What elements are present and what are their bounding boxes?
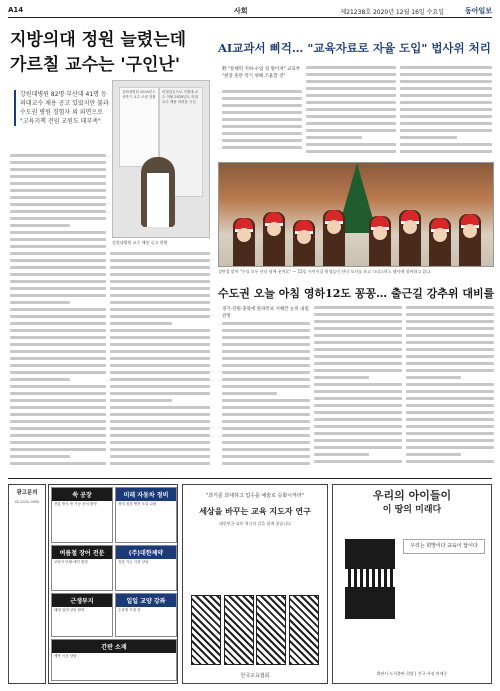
body-text-line [110, 315, 210, 318]
body-text-line [406, 432, 494, 435]
body-text-line [110, 301, 210, 304]
body-text-line [314, 355, 402, 358]
body-text-line [222, 146, 302, 149]
body-text-line [110, 322, 172, 325]
article-right-body-col3 [400, 66, 492, 158]
body-text-line [110, 350, 210, 353]
classified-ad-body: 정비 점검 엔진 오일 교환 [118, 502, 157, 506]
body-text-line [10, 357, 106, 360]
body-text-line [10, 287, 106, 290]
body-text-line [10, 231, 106, 234]
article-right-headline[interactable]: AI교과서 삐걱… "교육자료로 자율 도입" 법사위 처리 [218, 41, 491, 55]
body-text-line [314, 376, 369, 379]
body-text-line [314, 348, 402, 351]
body-text-line [10, 392, 106, 395]
body-text-line [10, 378, 70, 381]
body-text-line [222, 125, 302, 128]
body-text-line [222, 111, 302, 114]
body-text-line [314, 404, 402, 407]
body-text-line [400, 122, 492, 125]
body-text-line [110, 455, 210, 458]
body-text-line [10, 182, 106, 185]
body-text-line [222, 427, 310, 430]
body-text-line [10, 252, 106, 255]
classified-ad-body: 보양식 단체 예약 환영 [54, 560, 88, 564]
headline-line-2: 가르칠 교수는 '구인난' [10, 55, 181, 75]
body-text-line [400, 150, 492, 153]
body-text-line [406, 411, 494, 414]
body-text-line [222, 371, 310, 374]
body-text-line [406, 334, 494, 337]
child-figure [399, 210, 421, 266]
body-text-line [110, 385, 210, 388]
body-text-line [10, 350, 106, 353]
body-text-line [222, 378, 310, 381]
body-text-line [406, 404, 494, 407]
body-text-line [110, 413, 210, 416]
article-bottom-body-col2 [314, 306, 402, 472]
photo-notice-side: 의정갈등으로 지방대 교수 이탈 2025년도 의대교수 채용 어려움 극심 [159, 87, 203, 197]
body-text-line [406, 313, 494, 316]
body-text-line [400, 101, 492, 104]
body-text-line [110, 392, 210, 395]
body-text-line [10, 406, 106, 409]
body-text-line [222, 441, 310, 444]
classified-ad-body: 수강생 모집 중 [118, 608, 141, 612]
body-text-line [314, 446, 402, 449]
body-text-line [306, 129, 396, 132]
body-text-line [110, 336, 210, 339]
section-name: 사회 [234, 7, 248, 15]
article-right-body-col1 [222, 90, 302, 158]
body-text-line [406, 397, 494, 400]
article-right-subhead: 野 "문해력 저하·수업 질 떨어져" 교육부 "현장 혼란 막기 위해 조율할 것" [222, 67, 301, 79]
body-text-line [406, 418, 494, 421]
body-text-line [314, 313, 402, 316]
article-left-body-col1 [10, 154, 106, 474]
body-text-line [314, 418, 402, 421]
body-text-line [110, 378, 210, 381]
body-text-line [314, 369, 402, 372]
body-text-line [10, 301, 70, 304]
body-text-line [10, 434, 106, 437]
body-text-line [314, 334, 402, 337]
body-text-line [10, 385, 106, 388]
ad-book-subtitle: 이 땅의 미래다 [382, 505, 442, 515]
book-cover-image [345, 539, 395, 619]
body-text-line [10, 343, 106, 346]
body-text-line [306, 73, 396, 76]
body-text-line [110, 343, 210, 346]
article-bottom-headline[interactable]: 수도권 오늘 아침 영하12도 꽁꽁… 출근길 강추위 대비를 [218, 287, 495, 300]
body-text-line [306, 122, 396, 125]
body-text-line [10, 175, 106, 178]
body-text-line [406, 446, 494, 449]
body-text-line [314, 439, 402, 442]
body-text-line [406, 348, 494, 351]
body-text-line [306, 101, 396, 104]
article-left-headline[interactable] [10, 28, 210, 78]
body-text-line [110, 280, 210, 283]
body-text-line [110, 406, 210, 409]
body-text-line [406, 320, 494, 323]
body-text-line [222, 413, 310, 416]
child-figure [323, 210, 345, 266]
article-left-photo [112, 80, 210, 238]
body-text-line [400, 73, 492, 76]
body-text-line [222, 420, 310, 423]
body-text-line [110, 294, 210, 297]
body-text-line [10, 294, 106, 297]
book-cover-icon [256, 595, 286, 665]
body-text-line [314, 411, 402, 414]
body-text-line [10, 336, 106, 339]
body-text-line [222, 132, 302, 135]
body-text-line [406, 327, 494, 330]
body-text-line [222, 336, 310, 339]
classified-ad-title: 간판 소재 [52, 640, 176, 653]
body-text-line [306, 87, 396, 90]
body-text-line [10, 420, 106, 423]
body-text-line [10, 259, 106, 262]
body-text-line [306, 136, 362, 139]
article-left-subhead: 강원대병원 82명·부산대 41명 등 의대교수 채용 공고 있었지만 불과 수도권 병원 경험자 외 외면으로 "고육지책 전임 교원도 태부족" [14, 90, 110, 126]
body-text-line [10, 217, 106, 220]
body-text-line [406, 362, 494, 365]
ad-book[interactable] [332, 484, 492, 684]
ad-index-phone: 02-2020-0000 [14, 500, 40, 504]
body-text-line [400, 87, 492, 90]
body-text-line [406, 453, 461, 456]
body-text-line [400, 115, 492, 118]
body-text-line [222, 329, 310, 332]
body-text-line [10, 322, 106, 325]
body-text-line [10, 448, 106, 451]
body-text-line [222, 399, 310, 402]
body-text-line [306, 150, 396, 153]
ad-book-footer: 출판사 도서출판 희망 | 전국 서점 판매중 [376, 671, 448, 676]
body-text-line [314, 397, 402, 400]
body-text-line [10, 413, 106, 416]
classified-ad[interactable] [115, 487, 177, 543]
body-text-line [400, 143, 492, 146]
classified-ad-title: 쑥 공장 [52, 488, 112, 501]
body-text-line [314, 390, 402, 393]
body-text-line [314, 425, 402, 428]
body-text-line [406, 306, 494, 309]
body-text-line [110, 399, 172, 402]
article-left-body-col2 [110, 252, 210, 474]
child-figure [263, 212, 285, 266]
body-text-line [314, 383, 402, 386]
classified-ad-title: 근생부지 [52, 594, 112, 607]
article-right-photo [218, 162, 494, 267]
child-figure [459, 214, 481, 266]
body-text-line [10, 266, 106, 269]
body-text-line [10, 161, 106, 164]
body-text-line [306, 108, 396, 111]
body-text-line [110, 259, 210, 262]
body-text-line [400, 66, 492, 69]
body-text-line [222, 462, 310, 465]
body-text-line [10, 364, 106, 367]
body-text-line [10, 462, 106, 465]
classified-ad[interactable] [115, 545, 177, 591]
classified-ad-title: 일일 교양 강좌 [116, 594, 176, 607]
body-text-line [306, 115, 396, 118]
body-text-line [10, 168, 106, 171]
book-cover-icon [289, 595, 319, 665]
issue-date: 제21238호 2020년 12월 16일 수요일 [340, 9, 444, 16]
classified-ad-title: (주)대한제약 [116, 546, 176, 559]
body-text-line [314, 306, 402, 309]
body-text-line [400, 94, 492, 97]
body-text-line [222, 434, 310, 437]
body-text-line [406, 369, 494, 372]
body-text-line [222, 364, 310, 367]
article-right-caption: 성탄절 맞아 "우리 모두 산타 함께 웃어요" — 15일 어린이집 원생들이 산타 모자를 쓰고 크리스마스 행사에 참여하고 있다. [218, 269, 432, 274]
body-text-line [10, 399, 106, 402]
child-figure [369, 216, 391, 266]
body-text-line [222, 343, 310, 346]
ad-index-box[interactable] [8, 484, 46, 684]
body-text-line [10, 210, 106, 213]
body-text-line [110, 357, 210, 360]
body-text-line [110, 420, 210, 423]
classified-ad[interactable] [51, 593, 113, 637]
body-text-line [110, 427, 210, 430]
body-text-line [222, 104, 302, 107]
ad-classified-grid [48, 484, 178, 684]
body-text-line [222, 392, 277, 395]
body-text-line [110, 441, 210, 444]
body-text-line [110, 308, 210, 311]
body-text-line [110, 462, 210, 465]
body-text-line [406, 341, 494, 344]
ad-education-quote: "과거를 과대하고 업수를 예술로 승화시켜라" [206, 493, 304, 499]
body-text-line [400, 80, 492, 83]
body-text-line [10, 154, 106, 157]
body-text-line [10, 238, 106, 241]
body-text-line [10, 455, 70, 458]
child-figure [429, 218, 451, 266]
body-text-line [306, 94, 396, 97]
body-text-line [222, 350, 310, 353]
body-text-line [110, 364, 210, 367]
body-text-line [10, 273, 106, 276]
classified-ad-title: 여름철 장어 전문 [52, 546, 112, 559]
ad-book-title: 우리의 아이들이 [372, 489, 452, 502]
body-text-line [10, 315, 106, 318]
classified-ad[interactable] [51, 545, 113, 591]
body-text-line [314, 341, 402, 344]
body-text-line [406, 425, 494, 428]
body-text-line [110, 287, 210, 290]
photo-notice-card: 강원대병원 2025년도 상반기 교수 모집 현황 [119, 87, 159, 167]
body-text-line [110, 273, 210, 276]
body-text-line [10, 441, 106, 444]
masthead [8, 6, 492, 18]
ad-index-title: 광고문의 [16, 490, 38, 496]
body-text-line [222, 357, 310, 360]
body-text-line [110, 434, 210, 437]
body-text-line [314, 432, 402, 435]
body-text-line [110, 448, 210, 451]
child-figure [233, 218, 255, 266]
body-text-line [10, 427, 106, 430]
body-text-line [400, 108, 492, 111]
ads-divider [8, 478, 492, 479]
body-text-line [10, 329, 106, 332]
ad-education[interactable] [182, 484, 328, 684]
body-text-line [314, 453, 369, 456]
body-text-line [314, 320, 402, 323]
body-text-line [222, 448, 310, 451]
ad-education-books [191, 595, 319, 665]
body-text-line [406, 383, 494, 386]
body-text-line [10, 371, 106, 374]
body-text-line [314, 460, 402, 463]
body-text-line [222, 97, 302, 100]
body-text-line [222, 90, 302, 93]
body-text-line [314, 362, 402, 365]
classified-ad[interactable] [115, 593, 177, 637]
classified-ad-body: 전통 방식 쑥 가공 문의 환영 [54, 502, 97, 506]
body-text-line [110, 329, 210, 332]
article-bottom-body-col1 [222, 322, 310, 472]
body-text-line [314, 327, 402, 330]
body-text-line [222, 118, 302, 121]
body-text-line [400, 136, 457, 139]
body-text-line [222, 406, 310, 409]
article-bottom-body-col3 [406, 306, 494, 472]
body-text-line [222, 322, 310, 325]
body-text-line [10, 224, 70, 227]
body-text-line [110, 266, 210, 269]
body-text-line [306, 143, 396, 146]
body-text-line [110, 252, 210, 255]
classified-ad-title: 미래 자동차 정비 [116, 488, 176, 501]
body-text-line [10, 203, 106, 206]
body-text-line [10, 308, 106, 311]
body-text-line [222, 139, 302, 142]
ad-education-logo: 한국교육협회 [240, 673, 270, 679]
child-figure [293, 220, 315, 266]
classified-ad[interactable] [51, 639, 177, 681]
body-text-line [306, 80, 396, 83]
book-cover-icon [224, 595, 254, 665]
body-text-line [10, 189, 106, 192]
newspaper-name: 동아일보 [464, 7, 492, 15]
body-text-line [306, 66, 396, 69]
classified-ad-body: 건강 기능 식품 상담 [118, 560, 149, 564]
photo-white-coat [147, 173, 169, 227]
ad-education-title: 세상을 바꾸는 교육 지도자 연구 [199, 506, 311, 516]
article-left-caption: 강원대병원 교수 채용 공고 현황 [112, 240, 168, 245]
classified-ad[interactable] [51, 487, 113, 543]
body-text-line [10, 245, 106, 248]
body-text-line [406, 376, 461, 379]
article-right-body-col2 [306, 66, 396, 158]
classified-ad-body: 제작 시공 상담 [54, 654, 77, 658]
body-text-line [110, 371, 210, 374]
body-text-line [406, 439, 494, 442]
body-text-line [406, 390, 494, 393]
ad-book-blurb: 우리는 희망이다 교육이 답이다 [403, 539, 485, 554]
article-bottom-subhead: 경기·강원·충북에 한파특보 서해안 눈비 내릴 전망 [222, 307, 309, 319]
headline-line-1: 지방의대 정원 늘렸는데 [10, 30, 187, 50]
body-text-line [222, 385, 310, 388]
classified-ad-body: 매매 임대 상담 환영 [54, 608, 85, 612]
body-text-line [10, 196, 106, 199]
body-text-line [10, 280, 106, 283]
body-text-line [406, 460, 494, 463]
page-number: A14 [8, 6, 24, 14]
body-text-line [406, 355, 494, 358]
ad-education-tagline: 대한민국 교육 혁신의 길을 함께 찾습니다 [218, 521, 292, 526]
book-cover-icon [191, 595, 221, 665]
body-text-line [222, 455, 310, 458]
body-text-line [400, 129, 492, 132]
